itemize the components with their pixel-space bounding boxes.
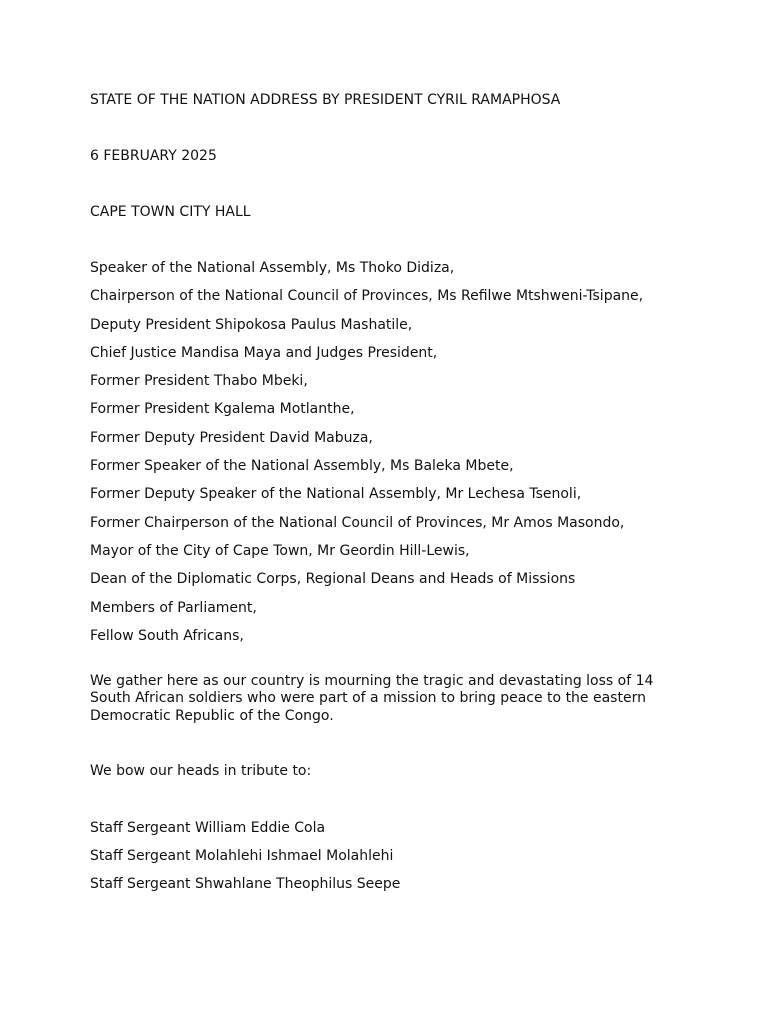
tribute-name-list — [90, 819, 690, 894]
salutation-line: Fellow South Africans, — [90, 627, 244, 644]
mourning-paragraph: We gather here as our country is mourning the tragic and devastating loss of 14 South African soldiers who were part of a mission to bring peace to the eastern Democratic Republic of the Congo. — [90, 672, 654, 724]
tribute-intro-paragraph: We bow our heads in tribute to: — [90, 763, 312, 780]
salutation-line: Former Speaker of the National Assembly, Ms Baleka Mbete, — [90, 458, 514, 475]
salutation-line: Chairperson of the National Council of Provinces, Ms Refilwe Mtshweni-Tsipane, — [90, 288, 644, 305]
salutation-line: Former Deputy President David Mabuza, — [90, 429, 373, 446]
paragraph-block — [90, 673, 690, 726]
tribute-name: Staff Sergeant William Eddie Cola — [90, 819, 326, 836]
salutation-line: Former Chairperson of the National Council of Provinces, Mr Amos Masondo, — [90, 514, 625, 531]
salutation-line: Speaker of the National Assembly, Ms Thoko Didiza, — [90, 260, 455, 276]
salutation-line: Former Deputy Speaker of the National Assembly, Mr Lechesa Tsenoli, — [90, 486, 582, 503]
salutation-line: Mayor of the City of Cape Town, Mr Geordin Hill-Lewis, — [90, 542, 470, 559]
document-date: 6 FEBRUARY 2025 — [90, 148, 217, 164]
salutation-line: Former President Thabo Mbeki, — [90, 373, 308, 390]
salutation-line: Dean of the Diplomatic Corps, Regional Deans and Heads of Missions — [90, 571, 576, 588]
document-venue: CAPE TOWN CITY HALL — [90, 204, 251, 220]
document-body — [90, 91, 690, 904]
salutation-line: Former President Kgalema Motlanthe, — [90, 401, 355, 418]
tribute-name: Staff Sergeant Molahlehi Ishmael Molahlehi — [90, 848, 394, 865]
salutation-line: Chief Justice Mandisa Maya and Judges President, — [90, 344, 438, 361]
salutation-list — [90, 259, 690, 645]
tribute-name: Staff Sergeant Shwahlane Theophilus Seepe — [90, 876, 401, 893]
salutation-line: Members of Parliament, — [90, 599, 257, 616]
paragraph-block — [90, 763, 690, 781]
document-title: STATE OF THE NATION ADDRESS BY PRESIDENT CYRIL RAMAPHOSA — [90, 92, 561, 108]
salutation-line: Deputy President Shipokosa Paulus Mashatile, — [90, 316, 413, 333]
